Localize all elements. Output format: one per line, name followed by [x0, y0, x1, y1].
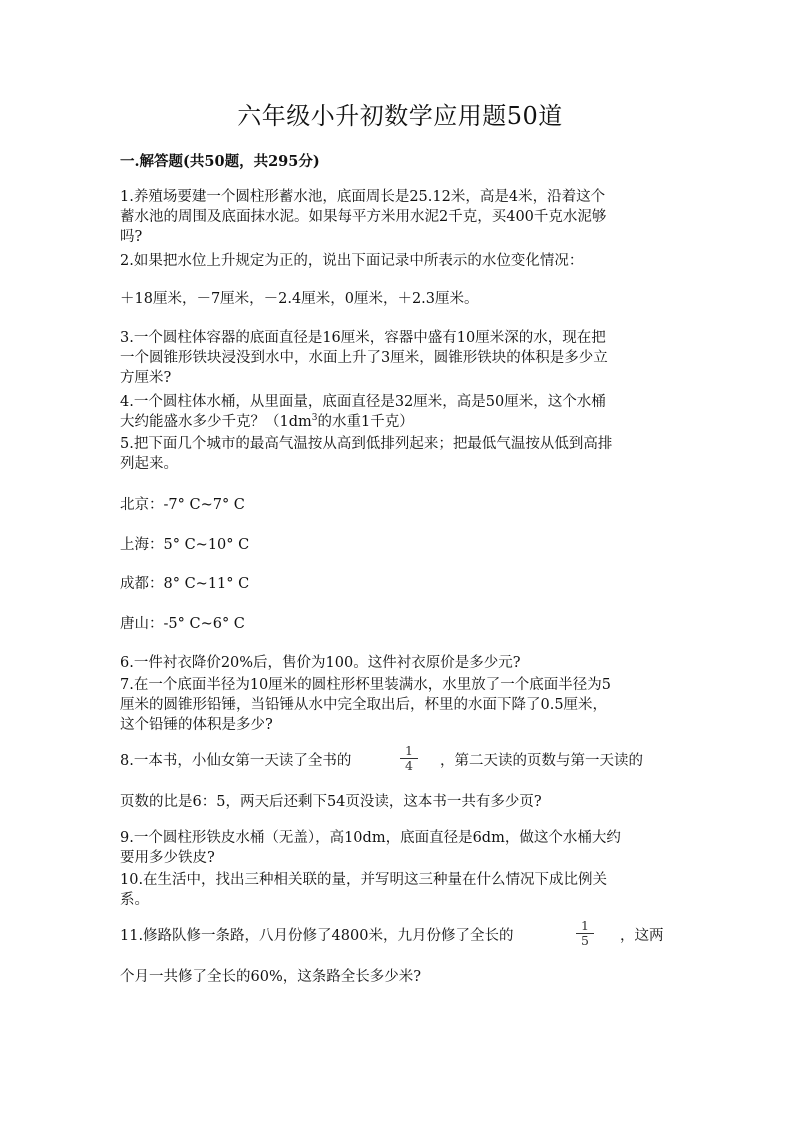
question-line: 2.如果把水位上升规定为正的，说出下面记录中所表示的水位变化情况： — [120, 253, 584, 269]
question-text: 的水重1千克） — [317, 414, 414, 430]
question-5 — [120, 434, 685, 474]
superscript-3: 3 — [311, 413, 318, 424]
question-line: 页数的比是6：5，两天后还剩下54页没读，这本书一共有多少页? — [120, 794, 542, 810]
question-line: 这个铅锤的体积是多少? — [120, 717, 273, 733]
question-6 — [120, 653, 685, 673]
question-line: 一个圆锥形铁块浸没到水中，水面上升了3厘米，圆锥形铁块的体积是多少立 — [120, 350, 608, 366]
page-title: 六年级小升初数学应用题50道 — [237, 102, 563, 130]
fraction-denominator: 5 — [581, 933, 589, 948]
question-11-line-2 — [120, 967, 685, 987]
fraction-denominator: 4 — [405, 758, 413, 773]
question-line: 8.一本书，小仙女第一天读了全书的 — [120, 753, 352, 769]
question-line: 7.在一个底面半径为10厘米的圆柱形杯里装满水，水里放了一个底面半径为5 — [120, 677, 612, 693]
section-heading: 一.解答题(共50题，共295分) — [120, 153, 320, 170]
question-3 — [120, 328, 685, 388]
city-temperature: 唐山：-5° C~6° C — [120, 616, 245, 632]
question-10 — [120, 870, 685, 910]
question-2-data — [120, 289, 685, 309]
city-temp-shanghai — [120, 535, 685, 555]
question-line: 方厘米? — [120, 370, 172, 386]
question-11-line-1-cont — [620, 926, 700, 946]
city-temp-tangshan — [120, 614, 685, 634]
question-8-line-2 — [120, 792, 685, 812]
question-line: 5.把下面几个城市的最高气温按从高到低排列起来；把最低气温按从低到高排 — [120, 436, 613, 452]
water-level-records: ＋18厘米，－7厘米，－2.4厘米，0厘米，＋2.3厘米。 — [120, 291, 479, 307]
question-line: 列起来。 — [120, 456, 178, 472]
question-line — [120, 412, 685, 432]
question-text: 大约能盛水多少千克？（1dm — [120, 414, 312, 430]
question-line: 6.一件衬衣降价20%后，售价为100。这件衬衣原价是多少元? — [120, 655, 521, 671]
question-line: 要用多少铁皮? — [120, 850, 215, 866]
question-line: 蓄水池的周围及底面抹水泥。如果每平方米用水泥2千克，买400千克水泥够 — [120, 209, 607, 225]
question-line: ，第二天读的页数与第一天读的 — [440, 753, 643, 769]
question-7 — [120, 675, 685, 735]
fraction-one-fifth — [576, 919, 594, 948]
question-line: 系。 — [120, 892, 149, 908]
fraction-one-quarter — [400, 744, 418, 773]
question-11-line-1 — [120, 926, 685, 946]
question-line: 个月一共修了全长的60%，这条路全长多少米? — [120, 969, 422, 985]
question-1 — [120, 187, 685, 247]
question-9 — [120, 828, 685, 868]
question-line: 吗? — [120, 229, 143, 245]
question-line: ，这两 — [620, 928, 664, 944]
city-temperature: 上海：5° C~10° C — [120, 537, 250, 553]
question-line: 3.一个圆柱体容器的底面直径是16厘米，容器中盛有10厘米深的水，现在把 — [120, 330, 606, 346]
question-line: 厘米的圆锥形铅锤，当铅锤从水中完全取出后，杯里的水面下降了0.5厘米， — [120, 697, 608, 713]
fraction-numerator: 1 — [400, 744, 418, 759]
fraction-numerator: 1 — [576, 919, 594, 934]
question-line: 11.修路队修一条路，八月份修了4800米，九月份修了全长的 — [120, 928, 514, 944]
question-line: 1.养殖场要建一个圆柱形蓄水池，底面周长是25.12米，高是4米，沿着这个 — [120, 189, 606, 205]
question-line: 10.在生活中，找出三种相关联的量，并写明这三种量在什么情况下成比例关 — [120, 872, 608, 888]
city-temperature: 成都：8° C~11° C — [120, 576, 250, 592]
question-line: 4.一个圆柱体水桶，从里面量，底面直径是32厘米，高是50厘米，这个水桶 — [120, 394, 606, 410]
city-temperature: 北京：-7° C~7° C — [120, 497, 245, 513]
question-4 — [120, 392, 685, 432]
city-temp-beijing — [120, 495, 685, 515]
question-8-line-1-cont — [440, 751, 690, 771]
question-line: 9.一个圆柱形铁皮水桶（无盖），高10dm，底面直径是6dm，做这个水桶大约 — [120, 830, 621, 846]
city-temp-chengdu — [120, 574, 685, 594]
question-2 — [120, 251, 685, 271]
